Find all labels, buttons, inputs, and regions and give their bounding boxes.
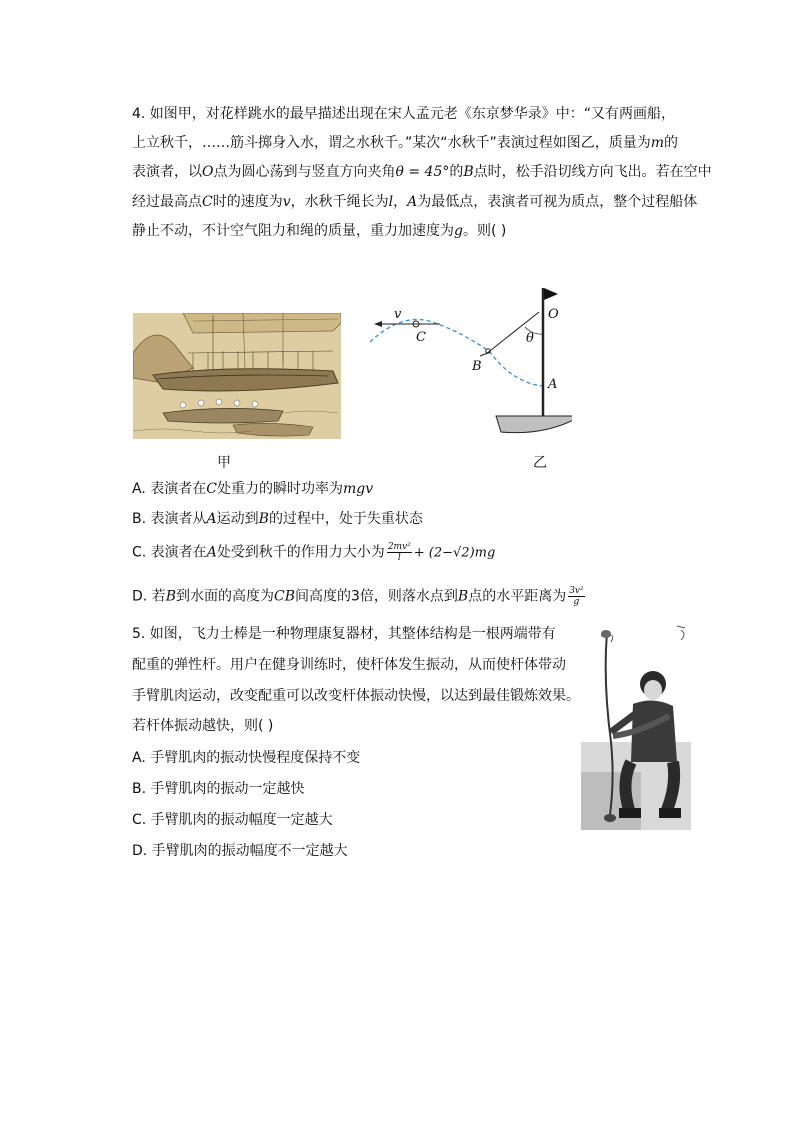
label-o: O <box>548 307 559 322</box>
q5-option-d: D. 手臂肌肉的振动幅度不一定越大 <box>132 843 348 859</box>
painting-illustration <box>133 313 341 439</box>
q5-option-c: C. 手臂肌肉的振动幅度一定越大 <box>132 812 333 828</box>
flexi-bar-photo <box>581 622 691 830</box>
q4-line-4: 经过最高点C时的速度为v，水秋千绳长为l，A为最低点，表演者可视为质点，整个过程船体 <box>132 194 698 210</box>
flexi-bar-illustration <box>581 622 691 830</box>
q5-line-2: 配重的弹性杆。用户在健身训练时，使杆体发生振动，从而使杆体带动 <box>132 657 566 673</box>
fraction-d: $\frac{\text{3v²}}{g}$ <box>569 586 584 607</box>
q5-option-a: A. 手臂肌肉的振动快慢程度保持不变 <box>132 750 361 766</box>
q4-line-1: 4. 如图甲，对花样跳水的最早描述出现在宋人孟元老《东京梦华录》中：“又有两画船， <box>132 106 676 122</box>
q5-line-4: 若杆体振动越快，则( ) <box>132 718 274 734</box>
q4-option-d: D. 若B到水面的高度为CB间高度的3倍，则落水点到B点的水平距离为 $\frac{\text{3v²}}{g}$ <box>132 586 584 607</box>
label-c: C <box>416 330 426 345</box>
q5-option-b: B. 手臂肌肉的振动一定越快 <box>132 781 305 797</box>
q4-option-c: C. 表演者在A处受到秋千的作用力大小为 $\frac{\text{2mv²}}{l}$ + (2−√2)mg <box>132 542 496 563</box>
q5-line-3: 手臂肌肉运动，改变配重可以改变杆体振动快慢，以达到最佳锻炼效果。 <box>132 688 580 704</box>
fraction-c: $\frac{\text{2mv²}}{l}$ <box>387 542 411 563</box>
q4-line-2: 上立秋千，……筋斗掷身入水，谓之水秋千。”某次“水秋千”表演过程如图乙，质量为m的 <box>132 135 679 151</box>
label-b: B <box>472 359 482 374</box>
swing-diagram-yi <box>362 282 572 442</box>
label-a: A <box>548 377 558 392</box>
painting-image-jia <box>133 313 341 439</box>
q5-line-1: 5. 如图，飞力士棒是一种物理康复器材，其整体结构是一根两端带有 <box>132 626 556 642</box>
q4-line-5: 静止不动，不计空气阻力和绳的质量，重力加速度为g。则( ) <box>132 223 507 239</box>
label-theta: θ <box>526 331 534 346</box>
fig-yi-caption: 乙 <box>533 455 547 471</box>
boat-shape <box>496 416 572 433</box>
label-v: v <box>394 307 402 322</box>
q4-line-3: 表演者，以O点为圆心荡到与竖直方向夹角θ = 45°的B点时，松手沿切线方向飞出。若在空中 <box>132 164 712 180</box>
flag-icon <box>544 288 558 300</box>
fig-jia-caption: 甲 <box>217 455 231 471</box>
q4-option-a: A. 表演者在C处重力的瞬时功率为mgv <box>132 481 374 497</box>
swing-diagram <box>362 282 572 442</box>
q4-option-b: B. 表演者从A运动到B的过程中，处于失重状态 <box>132 511 423 527</box>
